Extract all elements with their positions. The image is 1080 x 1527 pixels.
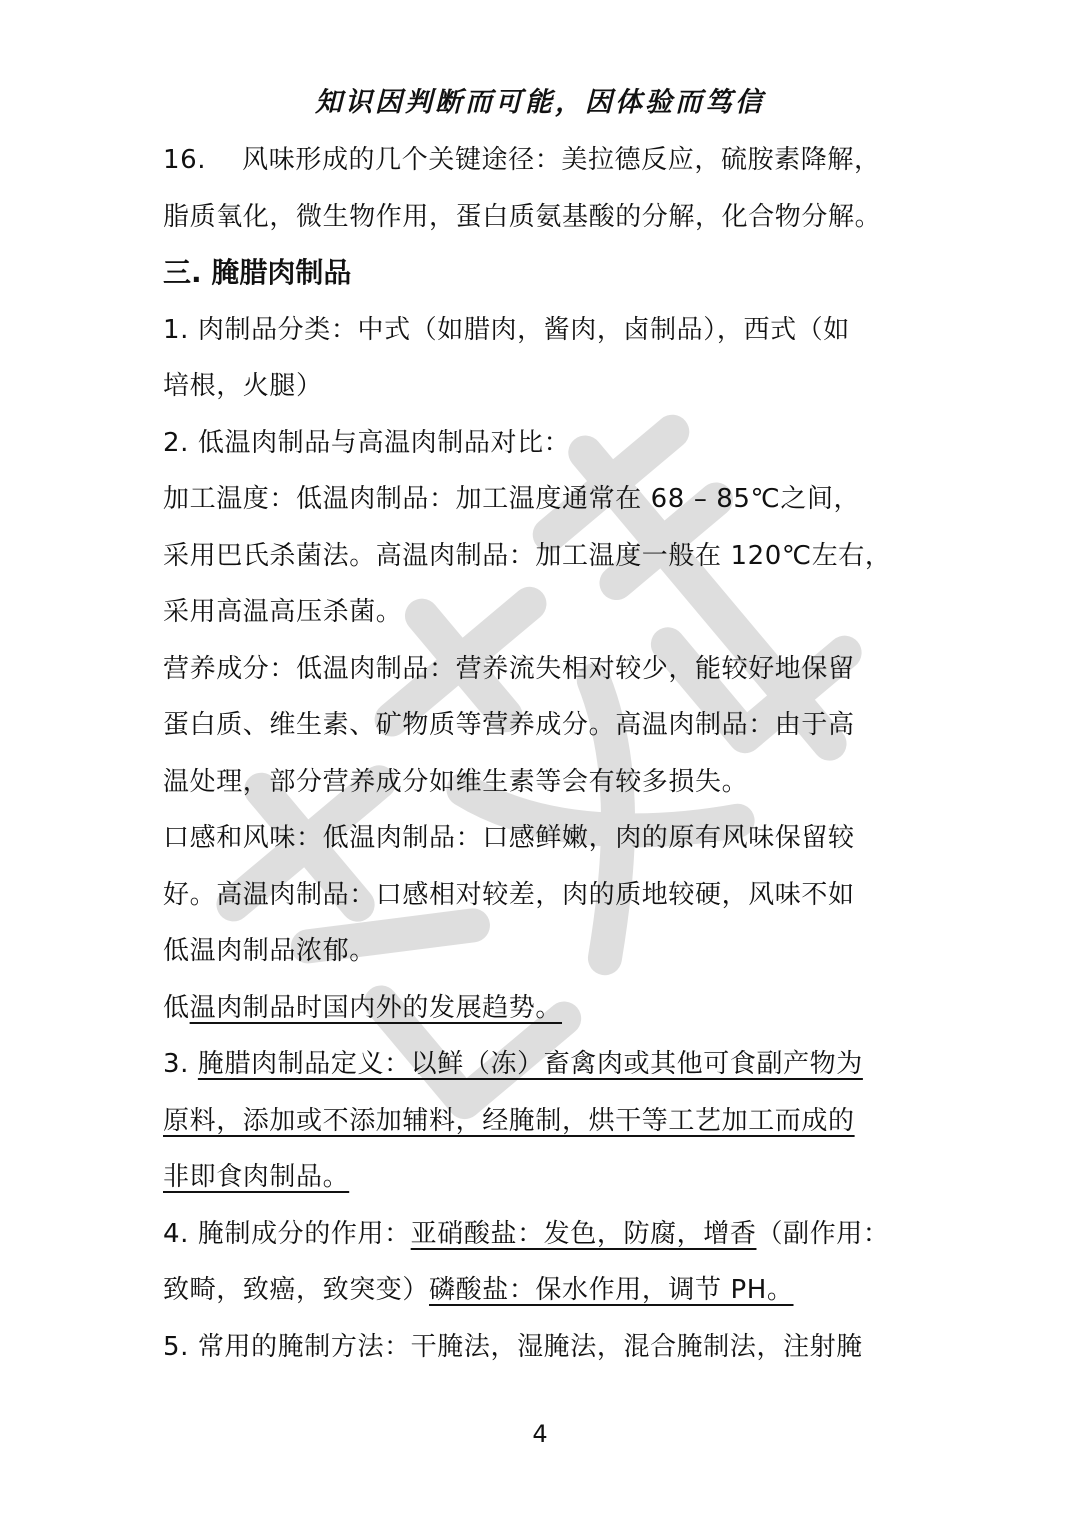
item-3-line-2 — [163, 1093, 923, 1150]
item-3-prefix: 3. — [163, 1049, 198, 1079]
item-16-line-2: 脂质氧化，微生物作用，蛋白质氨基酸的分解，化合物分解。 — [163, 201, 882, 232]
temperature-line-2: 采用巴氏杀菌法。高温肉制品：加工温度一般在 120℃左右， — [163, 540, 892, 571]
item-4-side-effect-2: 致畸，致癌，致突变） — [163, 1275, 430, 1305]
trend-underlined: 温肉制品时国内外的发展趋势。 — [189, 992, 563, 1023]
item-4-line-1 — [163, 1206, 923, 1263]
temperature-line-3: 采用高温高压杀菌。 — [163, 597, 403, 627]
main-content — [163, 132, 923, 1375]
item-16-number: 16. — [163, 145, 207, 175]
item-3-line-1 — [163, 1036, 923, 1093]
item-1-line-1: 1. 肉制品分类：中式（如腊肉，酱肉，卤制品），西式（如 — [163, 314, 850, 345]
page-number: 4 — [532, 1420, 548, 1448]
item-16-line-1 — [163, 132, 923, 189]
trend-first-char: 低 — [163, 992, 190, 1023]
item-4-prefix: 4. 腌制成分的作用： — [163, 1218, 411, 1249]
item-1-line-2: 培根，火腿） — [163, 371, 323, 401]
item-3-text-2: 原料，添加或不添加辅料，经腌制，烘干等工艺加工而成的 — [163, 1105, 855, 1136]
item-4-underlined-1: 亚硝酸盐：发色，防腐，增香 — [410, 1218, 757, 1249]
item-3-text-3: 非即食肉制品。 — [163, 1162, 350, 1192]
item-3-text-1: 腌腊肉制品定义：以鲜（冻）畜禽肉或其他可食副产物为 — [197, 1049, 863, 1079]
item-4-line-2 — [163, 1262, 923, 1319]
temperature-line-1: 加工温度：低温肉制品：加工温度通常在 68 – 85℃之间， — [163, 484, 861, 514]
item-2-title: 2. 低温肉制品与高温肉制品对比： — [163, 427, 571, 458]
nutrition-line-1: 营养成分：低温肉制品：营养流失相对较少，能较好地保留 — [163, 653, 855, 684]
taste-line-3: 低温肉制品浓郁。 — [163, 936, 376, 966]
trend-line — [163, 980, 923, 1037]
item-4-underlined-2: 磷酸盐：保水作用，调节 PH。 — [429, 1275, 794, 1305]
item-3-line-3 — [163, 1149, 923, 1206]
nutrition-line-2: 蛋白质、维生素、矿物质等营养成分。高温肉制品：由于高 — [163, 710, 855, 740]
item-5-line-1: 5. 常用的腌制方法：干腌法，湿腌法，混合腌制法，注射腌 — [163, 1331, 863, 1362]
taste-line-2: 好。高温肉制品：口感相对较差，肉的质地较硬，风味不如 — [163, 879, 855, 910]
header-motto: 知识因判断而可能，因体验而笃信 — [315, 87, 765, 118]
taste-line-1: 口感和风味：低温肉制品：口感鲜嫩，肉的原有风味保留较 — [163, 823, 855, 853]
item-16-text-1: 风味形成的几个关键途径：美拉德反应，硫胺素降解， — [242, 145, 881, 175]
nutrition-line-3: 温处理，部分营养成分如维生素等会有较多损失。 — [163, 766, 749, 797]
section-3-heading: 三. 腌腊肉制品 — [163, 256, 352, 289]
item-4-side-effect: （副作用： — [756, 1218, 890, 1249]
